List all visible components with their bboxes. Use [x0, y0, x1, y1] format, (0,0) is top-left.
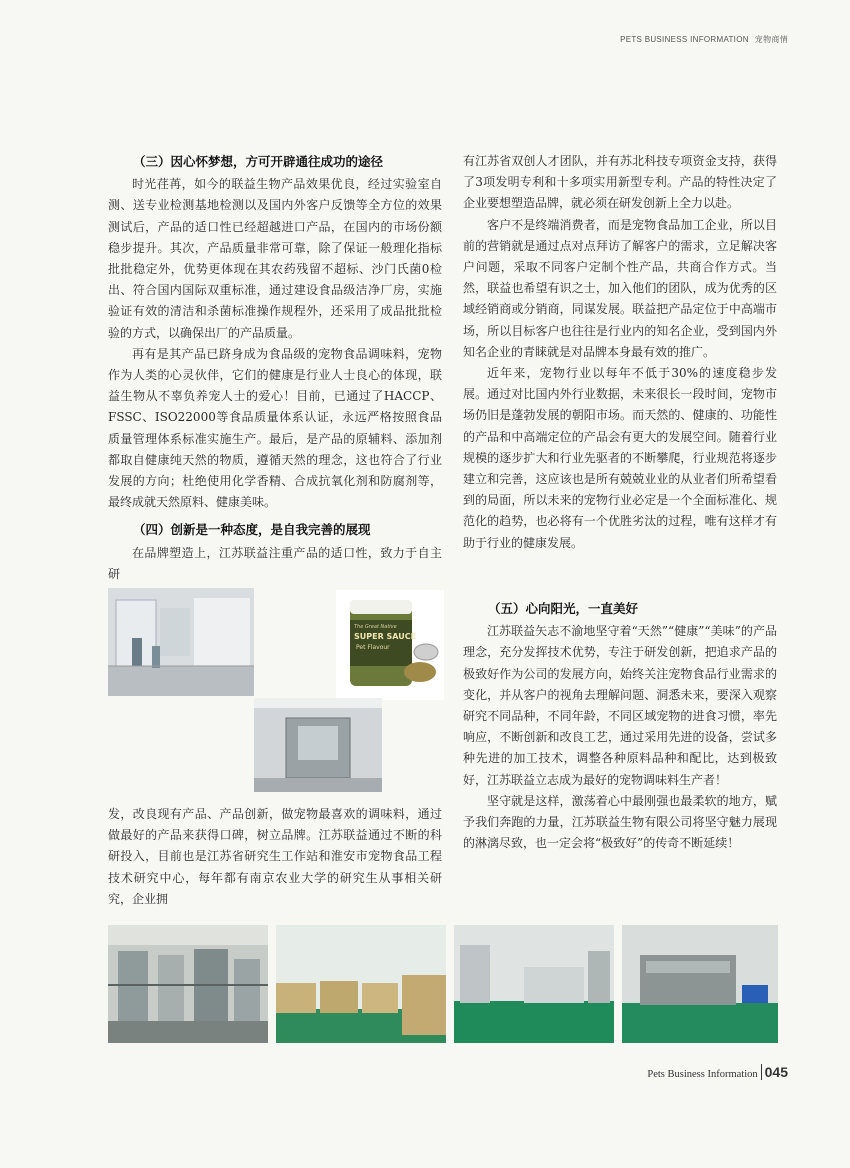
photo-green-floor-room: [454, 925, 614, 1043]
header-cn: 宠物商情: [754, 35, 788, 44]
sec4-paragraph-2: 客户不是终端消费者，而是宠物食品加工企业，所以目前的营销就是通过点对点拜访了解客户的需求，立足解决客户问题，采取不同客户定制个性产品，共商合作方式。当然，联益也希望有识之士，加入他们的团队，成为优秀的区域经销商或分销商，同谋发展。联益把产品定位于中高端市场，所以目标客户也往往是行业内的知名企业，受到国内外知名企业的青睐就是对品牌本身最有效的推广。: [463, 217, 777, 359]
product-sub-text: Pet Flavour: [356, 644, 390, 651]
header-en: PETS BUSINESS INFORMATION: [620, 35, 749, 44]
right-column: [463, 151, 777, 554]
photo-production-line: [108, 925, 268, 1043]
right-column-lower: [463, 598, 777, 854]
photo-clean-room-corridor: [108, 588, 254, 696]
page-number: 045: [761, 1064, 788, 1080]
sec3-paragraph-2: 再有是其产品已跻身成为食品级的宠物食品调味料，宠物作为人类的心灵伙伴，它们的健康是行业人士良心的体现，联益生物从不辜负养宠人士的爱心！目前，已通过了HACCP、FSSC、ISO22000等食品质量体系认证，永远严格按照食品质量管理体系标准实施生产。最后，是产品的原辅料、添加剂都取自健康纯天然的物质，遵循天然的理念，这也符合了行业发展的方向；杜绝使用化学香精、合成抗氧化剂和防腐剂等，最终成就天然原料、健康美味。: [108, 346, 442, 510]
section-4-title: （四）创新是一种态度，是自我完善的展现: [133, 522, 371, 538]
sec4-paragraph-1: 在品牌塑造上，江苏联益注重产品的适口性，致力于自主研: [108, 545, 442, 581]
running-header: [620, 34, 788, 45]
photo-warehouse-bags: [276, 925, 446, 1043]
left-column-bottom: [108, 804, 442, 910]
product-brand-text: The Great Native: [354, 624, 397, 630]
section-3-title: （三）因心怀梦想，方可开辟通往成功的途径: [133, 154, 384, 169]
page-footer: [647, 1064, 788, 1080]
section-5-title: （五）心向阳光，一直美好: [488, 601, 639, 616]
sec3-paragraph-1: 时光荏苒，如今的联益生物产品效果优良，经过实验室自测、送专业检测基地检测以及国内外客户反馈等全方位的效果测试后，产品的适口性已经超越进口产品，在国内的市场份额稳步提升。其次，产品质量非常可靠，除了保证一般理化指标批批稳定外，优势更体现在其农药残留不超标、沙门氏菌0检出、符合国内国际双重标准，通过建设食品级洁净厂房，实施验证有效的清洁和杀菌标准操作规程外，还采用了成品批批检验的方式，以确保出厂的产品质量。: [108, 177, 442, 340]
photo-machinery-room: [622, 925, 778, 1043]
product-name-text: SUPER SAUCE: [354, 632, 417, 641]
sec4-paragraph-3: 近年来，宠物行业以每年不低于30%的速度稳步发展。通过对比国内外行业数据，未来很长一段时间，宠物市场仍旧是蓬勃发展的朝阳市场。而天然的、健康的、功能性的产品和中高端定位的产品会有更大的发展空间。随着行业规模的逐步扩大和行业先驱者的不断攀爬，行业规范将逐步建立和完善，这应该也是所有兢兢业业的从业者们所希望看到的局面，所以未来的宠物行业必定是一个全面标准化、规范化的趋势，也必将有一个优胜劣汰的过程，唯有这样才有助于行业的健康发展。: [463, 366, 777, 550]
left-column-top: [108, 151, 442, 585]
sec5-paragraph-2: 坚守就是这样，激荡着心中最刚强也最柔软的地方，赋予我们奔跑的力量，江苏联益生物有限公司将坚守魅力展现的淋漓尽致，也一定会将“极致好”的传奇不断延续！: [463, 793, 777, 851]
sec5-paragraph-1: 江苏联益矢志不渝地坚守着“天然”“健康”“美味”的产品理念，充分发挥技术优势，专注于研发创新，把追求产品的极致好作为公司的发展方向，始终关注宠物食品行业需求的变化，并从客户的视角去理解问题、洞悉未来，要深入观察研究不同品种，不同年龄，不同区域宠物的进食习惯，率先响应，不断创新和改良工艺，通过采用先进的设备，尝试多种先进的加工技术，调整各种原料品种和配比，达到极致好，江苏联益立志成为最好的宠物调味料生产者！: [463, 624, 777, 787]
footer-en: Pets Business Information: [647, 1069, 758, 1080]
photo-clean-room-door: [254, 698, 382, 792]
sec4-paragraph-1-right: 有江苏省双创人才团队，并有苏北科技专项资金支持，获得了3项发明专利和十多项实用新型专利。产品的特性决定了企业要想塑造品牌，就必须在研发创新上全力以赴。: [463, 154, 777, 211]
photo-product-jar: [336, 590, 444, 700]
sec4-paragraph-1-cont: 发，改良现有产品、产品创新，做宠物最喜欢的调味料，通过做最好的产品来获得口碑，树立品牌。江苏联益通过不断的科研投入，目前也是江苏省研究生工作站和淮安市宠物食品工程技术研究中心，每年都有南京农业大学的研究生从事相关研究，企业拥: [108, 807, 442, 906]
